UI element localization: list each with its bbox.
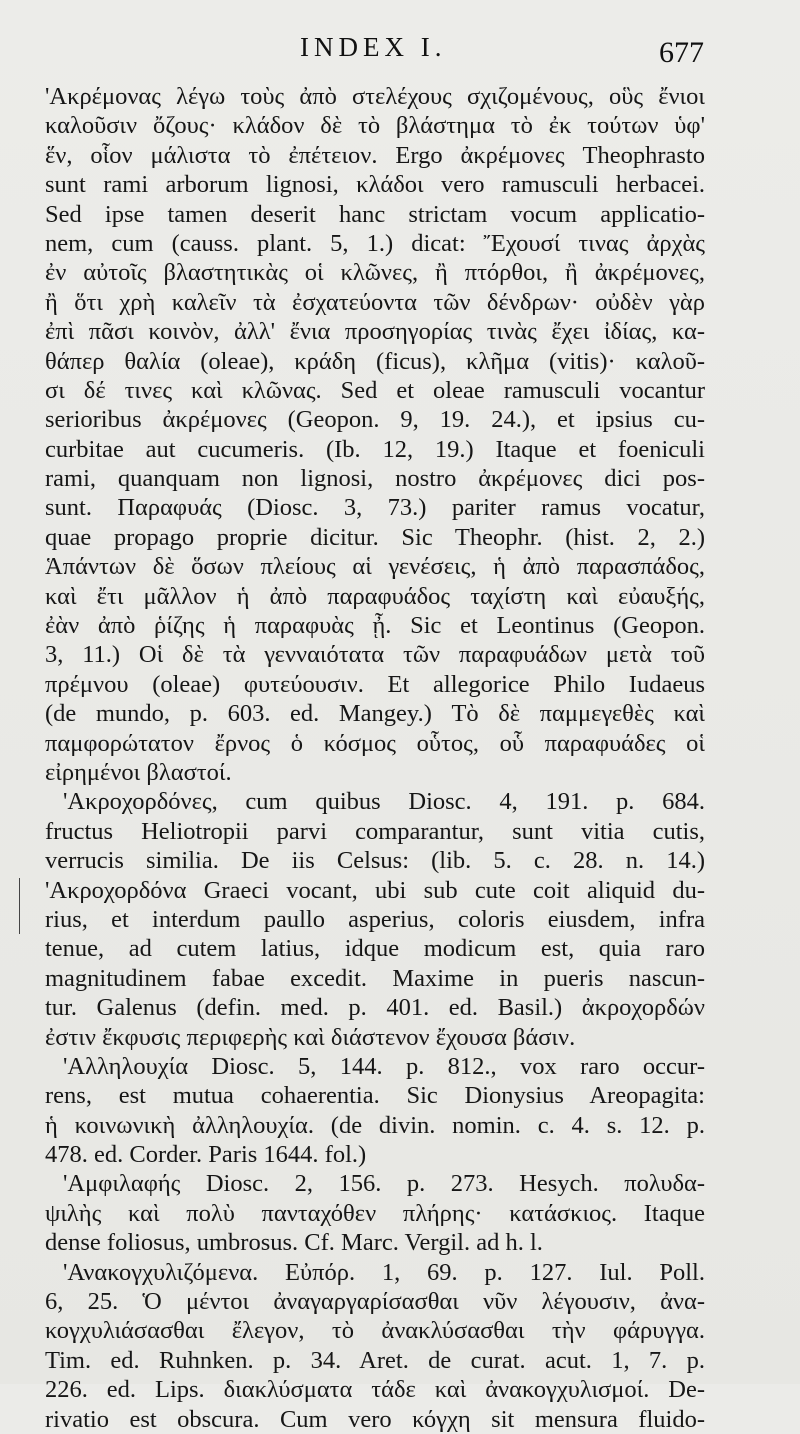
text-line: 3, 11.) Οἱ δὲ τὰ γενναιότατα τῶν παραφυάδων μετὰ τοῦ [45,641,705,669]
text-line: fructus Heliotropii parvi comparantur, sunt vitia cutis, [45,817,705,845]
running-title: INDEX I. [300,32,447,62]
text-line: ἡ κοινωνικὴ ἀλληλουχία. (de divin. nomin. c. 4. s. 12. p. [45,1111,705,1139]
entry-start-line: 'Αμφιλαφής Diosc. 2, 156. p. 273. Hesych. πολυδα- [63,1170,705,1198]
text-line: Sed ipse tamen deserit hanc strictam vocum applicatio- [45,200,705,228]
margin-rule-mark [19,878,20,934]
text-line: tenue, ad cutem latius, idque modicum est, quia raro [45,935,705,963]
text-line: curbitae aut cucumeris. (Ib. 12, 19.) Itaque et foeniculi [45,435,705,463]
text-line: ψιλὴς καὶ πολὺ πανταχόθεν πλήρης· κατάσκιος. Itaque [45,1199,705,1227]
page-number: 677 [659,36,704,69]
text-line: ἢ ὅτι χρὴ καλεῖν τὰ ἐσχατεύοντα τῶν δένδρων· οὐδὲν γὰρ [45,288,705,316]
index-entries-text [45,82,705,1434]
text-line: quae propago proprie dicitur. Sic Theophr. (hist. 2, 2.) [45,523,705,551]
text-line: πρέμνου (oleae) φυτεύουσιν. Et allegorice Philo Iudaeus [45,670,705,698]
text-line: ἐν αὐτοῖς βλαστητικὰς οἱ κλῶνες, ἢ πτόρθοι, ἢ ἀκρέμονες, [45,259,705,287]
text-line: rens, est mutua cohaerentia. Sic Dionysius Areopagita: [45,1082,705,1110]
text-line: ἐὰν ἀπὸ ῥίζης ἡ παραφυὰς ᾖ. Sic et Leontinus (Geopon. [45,612,705,640]
text-line: 'Ακρέμονας λέγω τοὺς ἀπὸ στελέχους σχιζομένους, οὓς ἔνιοι [45,83,705,110]
text-line: serioribus ἀκρέμονες (Geopon. 9, 19. 24.), et ipsius cu- [45,406,705,434]
text-line: εἰρημένοι βλαστοί. [45,758,232,786]
text-line: nem, cum (causs. plant. 5, 1.) dicat: Ἔχουσί τινας ἀρχὰς [45,229,705,257]
text-line: rivatio est obscura. Cum vero κόγχη sit mensura fluido- [45,1405,705,1433]
text-line: magnitudinem fabae excedit. Maxime in pueris nascun- [45,964,705,992]
text-line: καὶ ἔτι μᾶλλον ἡ ἀπὸ παραφυάδος ταχίστη καὶ εὐαυξής, [45,582,705,610]
text-line: sunt. Παραφυάς (Diosc. 3, 73.) pariter ramus vocatur, [45,494,705,522]
text-line: (de mundo, p. 603. ed. Mangey.) Τὸ δὲ παμμεγεθὲς καὶ [45,700,705,728]
text-line: Tim. ed. Ruhnken. p. 34. Aret. de curat. acut. 1, 7. p. [45,1346,705,1374]
text-line: 478. ed. Corder. Paris 1644. fol.) [45,1141,367,1169]
text-line: ἕν, οἷον μάλιστα τὸ ἐπέτειον. Ergo ἀκρέμονες Theophrasto [45,141,705,169]
text-line: ἐπὶ πᾶσι κοινὸν, ἀλλ' ἔνια προσηγορίας τινὰς ἔχει ἰδίας, κα- [45,318,705,346]
running-head [0,26,800,70]
text-line: 226. ed. Lips. διακλύσματα τάδε καὶ ἀνακογχυλισμοί. De- [45,1376,705,1404]
text-line: dense foliosus, umbrosus. Cf. Marc. Vergil. ad h. l. [45,1229,543,1257]
text-line: verrucis similia. De iis Celsus: (lib. 5. c. 28. n. 14.) [45,847,705,875]
text-line: sunt rami arborum lignosi, κλάδοι vero ramusculi herbacei. [45,171,705,199]
text-line: 6, 25. Ὁ μέντοι ἀναγαργαρίσασθαι νῦν λέγουσιν, ἀνα- [45,1288,705,1316]
text-line: καλοῦσιν ὄζους· κλάδον δὲ τὸ βλάστημα τὸ ἐκ τούτων ὑφ' [45,112,705,140]
text-line: 'Ακροχορδόνα Graeci vocant, ubi sub cute coit aliquid du- [45,876,705,904]
text-line: θάπερ θαλία (oleae), κράδη (ficus), κλῆμα (vitis)· καλοῦ- [45,347,705,375]
text-line: rami, quanquam non lignosi, nostro ἀκρέμονες dici pos- [45,465,705,493]
entry-start-line: 'Ακροχορδόνες, cum quibus Diosc. 4, 191. p. 684. [63,788,705,816]
text-line: ἐστιν ἔκφυσις περιφερὴς καὶ διάστενον ἔχουσα βάσιν. [45,1023,576,1051]
entry-start-line: 'Ανακογχυλιζόμενα. Εὐπόρ. 1, 69. p. 127. Iul. Poll. [63,1258,705,1286]
text-line: κογχυλιάσασθαι ἔλεγον, τὸ ἀνακλύσασθαι τὴν φάρυγγα. [45,1317,705,1345]
text-line: tur. Galenus (defin. med. p. 401. ed. Basil.) ἀκροχορδών [45,994,705,1022]
entry-start-line: 'Αλληλουχία Diosc. 5, 144. p. 812., vox raro occur- [63,1052,705,1080]
text-line: Ἁπάντων δὲ ὅσων πλείους αἱ γενέσεις, ἡ ἀπὸ παρασπάδος, [45,553,705,581]
text-line: παμφορώτατον ἔρνος ὁ κόσμος οὗτος, οὗ παραφυάδες οἱ [45,729,705,757]
text-line: σι δέ τινες καὶ κλῶνας. Sed et oleae ramusculi vocantur [45,376,705,404]
text-line: rius, et interdum paullo asperius, coloris eiusdem, infra [45,905,705,933]
